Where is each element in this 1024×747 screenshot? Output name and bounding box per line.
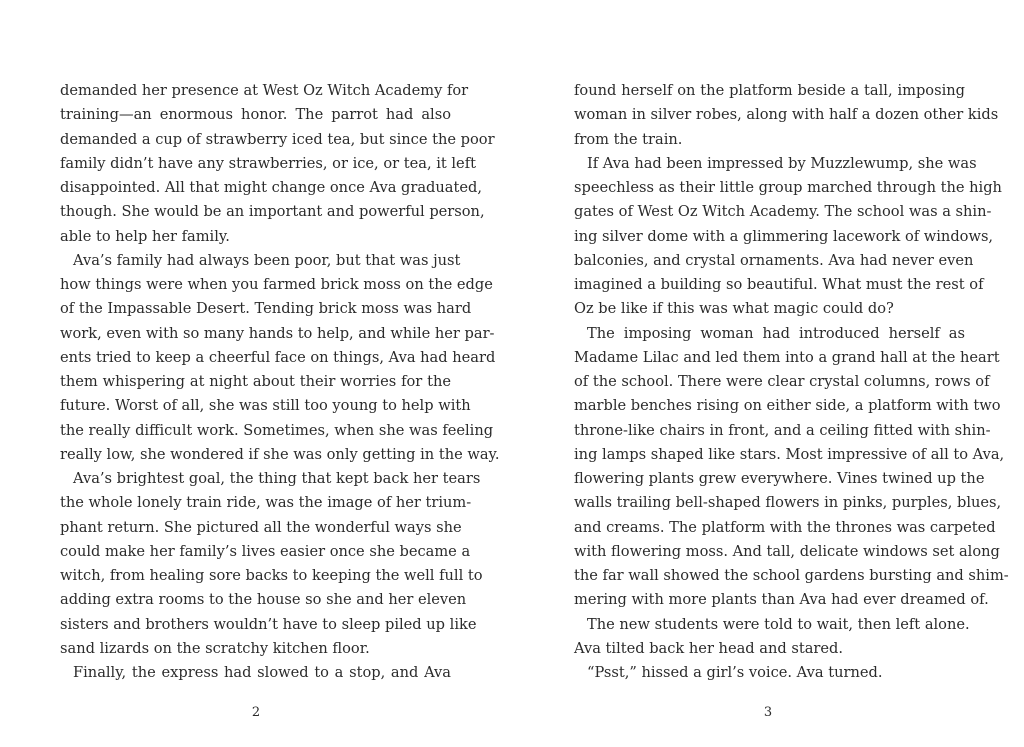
text-line: Madame Lilac and led them into a grand hall at the heart: [574, 348, 1000, 366]
text-line: the really difficult work. Sometimes, when she was feeling: [60, 421, 494, 439]
text-line: though. She would be an important and powerful person,: [60, 203, 485, 221]
text-line: found herself on the platform beside a tall, imposing: [574, 82, 965, 99]
text-line: ing lamps shaped like stars. Most impressive of all to Ava,: [574, 445, 1005, 463]
text-line: woman in silver robes, along with half a dozen other kids: [574, 106, 999, 124]
text-line: throne-like chairs in front, and a ceiling fitted with shin-: [574, 421, 991, 439]
text-line: marble benches rising on either side, a platform with two: [574, 397, 1001, 415]
text-line: Ava’s family had always been poor, but that was just: [73, 251, 461, 269]
text-line: training—an enormous honor. The parrot had also: [60, 106, 451, 124]
right-page-text: [574, 79, 1009, 685]
text-line: gates of West Oz Witch Academy. The school was a shin-: [574, 203, 992, 221]
text-line: “Psst,” hissed a girl’s voice. Ava turned.: [587, 664, 883, 681]
text-line: the whole lonely train ride, was the image of her trium-: [60, 494, 472, 512]
text-line: them whispering at night about their worries for the: [60, 373, 451, 390]
text-line: demanded her presence at West Oz Witch Academy for: [60, 82, 469, 99]
text-line: ents tried to keep a cheerful face on things, Ava had heard: [60, 348, 496, 366]
text-line: how things were when you farmed brick moss on the edge: [60, 276, 493, 293]
text-line: If Ava had been impressed by Muzzlewump, she was: [587, 154, 977, 172]
text-line: of the school. There were clear crystal columns, rows of: [574, 373, 990, 390]
text-line: family didn’t have any strawberries, or ice, or tea, it left: [60, 154, 476, 172]
text-line: of the Impassable Desert. Tending brick moss was hard: [60, 300, 472, 318]
text-line: speechless as their little group marched through the high: [574, 179, 1002, 196]
text-line: demanded a cup of strawberry iced tea, but since the poor: [60, 130, 495, 148]
text-line: mering with more plants than Ava had ever dreamed of.: [574, 591, 989, 609]
text-line: able to help her family.: [60, 227, 230, 245]
text-line: balconies, and crystal ornaments. Ava had never even: [574, 251, 974, 269]
text-line: could make her family’s lives easier once she became a: [60, 542, 471, 560]
left-page-text: [60, 79, 500, 685]
text-line: disappointed. All that might change once Ava graduated,: [60, 179, 482, 196]
text-line: The new students were told to wait, then left alone.: [587, 615, 970, 633]
text-line: witch, from healing sore backs to keeping the well full to: [60, 567, 483, 584]
text-line: The imposing woman had introduced herself as: [587, 324, 965, 342]
text-line: phant return. She pictured all the wonderful ways she: [60, 518, 462, 536]
text-line: and creams. The platform with the thrones was carpeted: [574, 518, 996, 536]
right-page-number: 3: [763, 705, 773, 720]
text-line: Oz be like if this was what magic could do?: [574, 300, 894, 318]
text-line: Finally, the express had slowed to a stop, and Ava: [73, 664, 451, 681]
left-page-number: 2: [251, 705, 261, 720]
text-line: work, even with so many hands to help, and while her par-: [60, 324, 495, 342]
right-page: [512, 0, 1024, 747]
text-line: adding extra rooms to the house so she and her eleven: [60, 591, 467, 609]
text-line: really low, she wondered if she was only getting in the way.: [60, 445, 500, 463]
text-line: from the train.: [574, 130, 683, 148]
text-line: sand lizards on the scratchy kitchen floor.: [60, 639, 370, 657]
text-line: with flowering moss. And tall, delicate windows set along: [574, 542, 1000, 560]
text-line: walls trailing bell-shaped flowers in pinks, purples, blues,: [574, 494, 1002, 512]
text-line: the far wall showed the school gardens bursting and shim-: [574, 567, 1009, 584]
text-line: flowering plants grew everywhere. Vines twined up the: [574, 470, 985, 487]
text-line: Ava’s brightest goal, the thing that kept back her tears: [73, 470, 481, 487]
text-line: sisters and brothers wouldn’t have to sleep piled up like: [60, 615, 477, 633]
text-line: ing silver dome with a glimmering lacework of windows,: [574, 227, 994, 245]
text-line: future. Worst of all, she was still too young to help with: [60, 397, 471, 415]
text-line: Ava tilted back her head and stared.: [574, 639, 844, 657]
text-line: imagined a building so beautiful. What must the rest of: [574, 276, 984, 293]
